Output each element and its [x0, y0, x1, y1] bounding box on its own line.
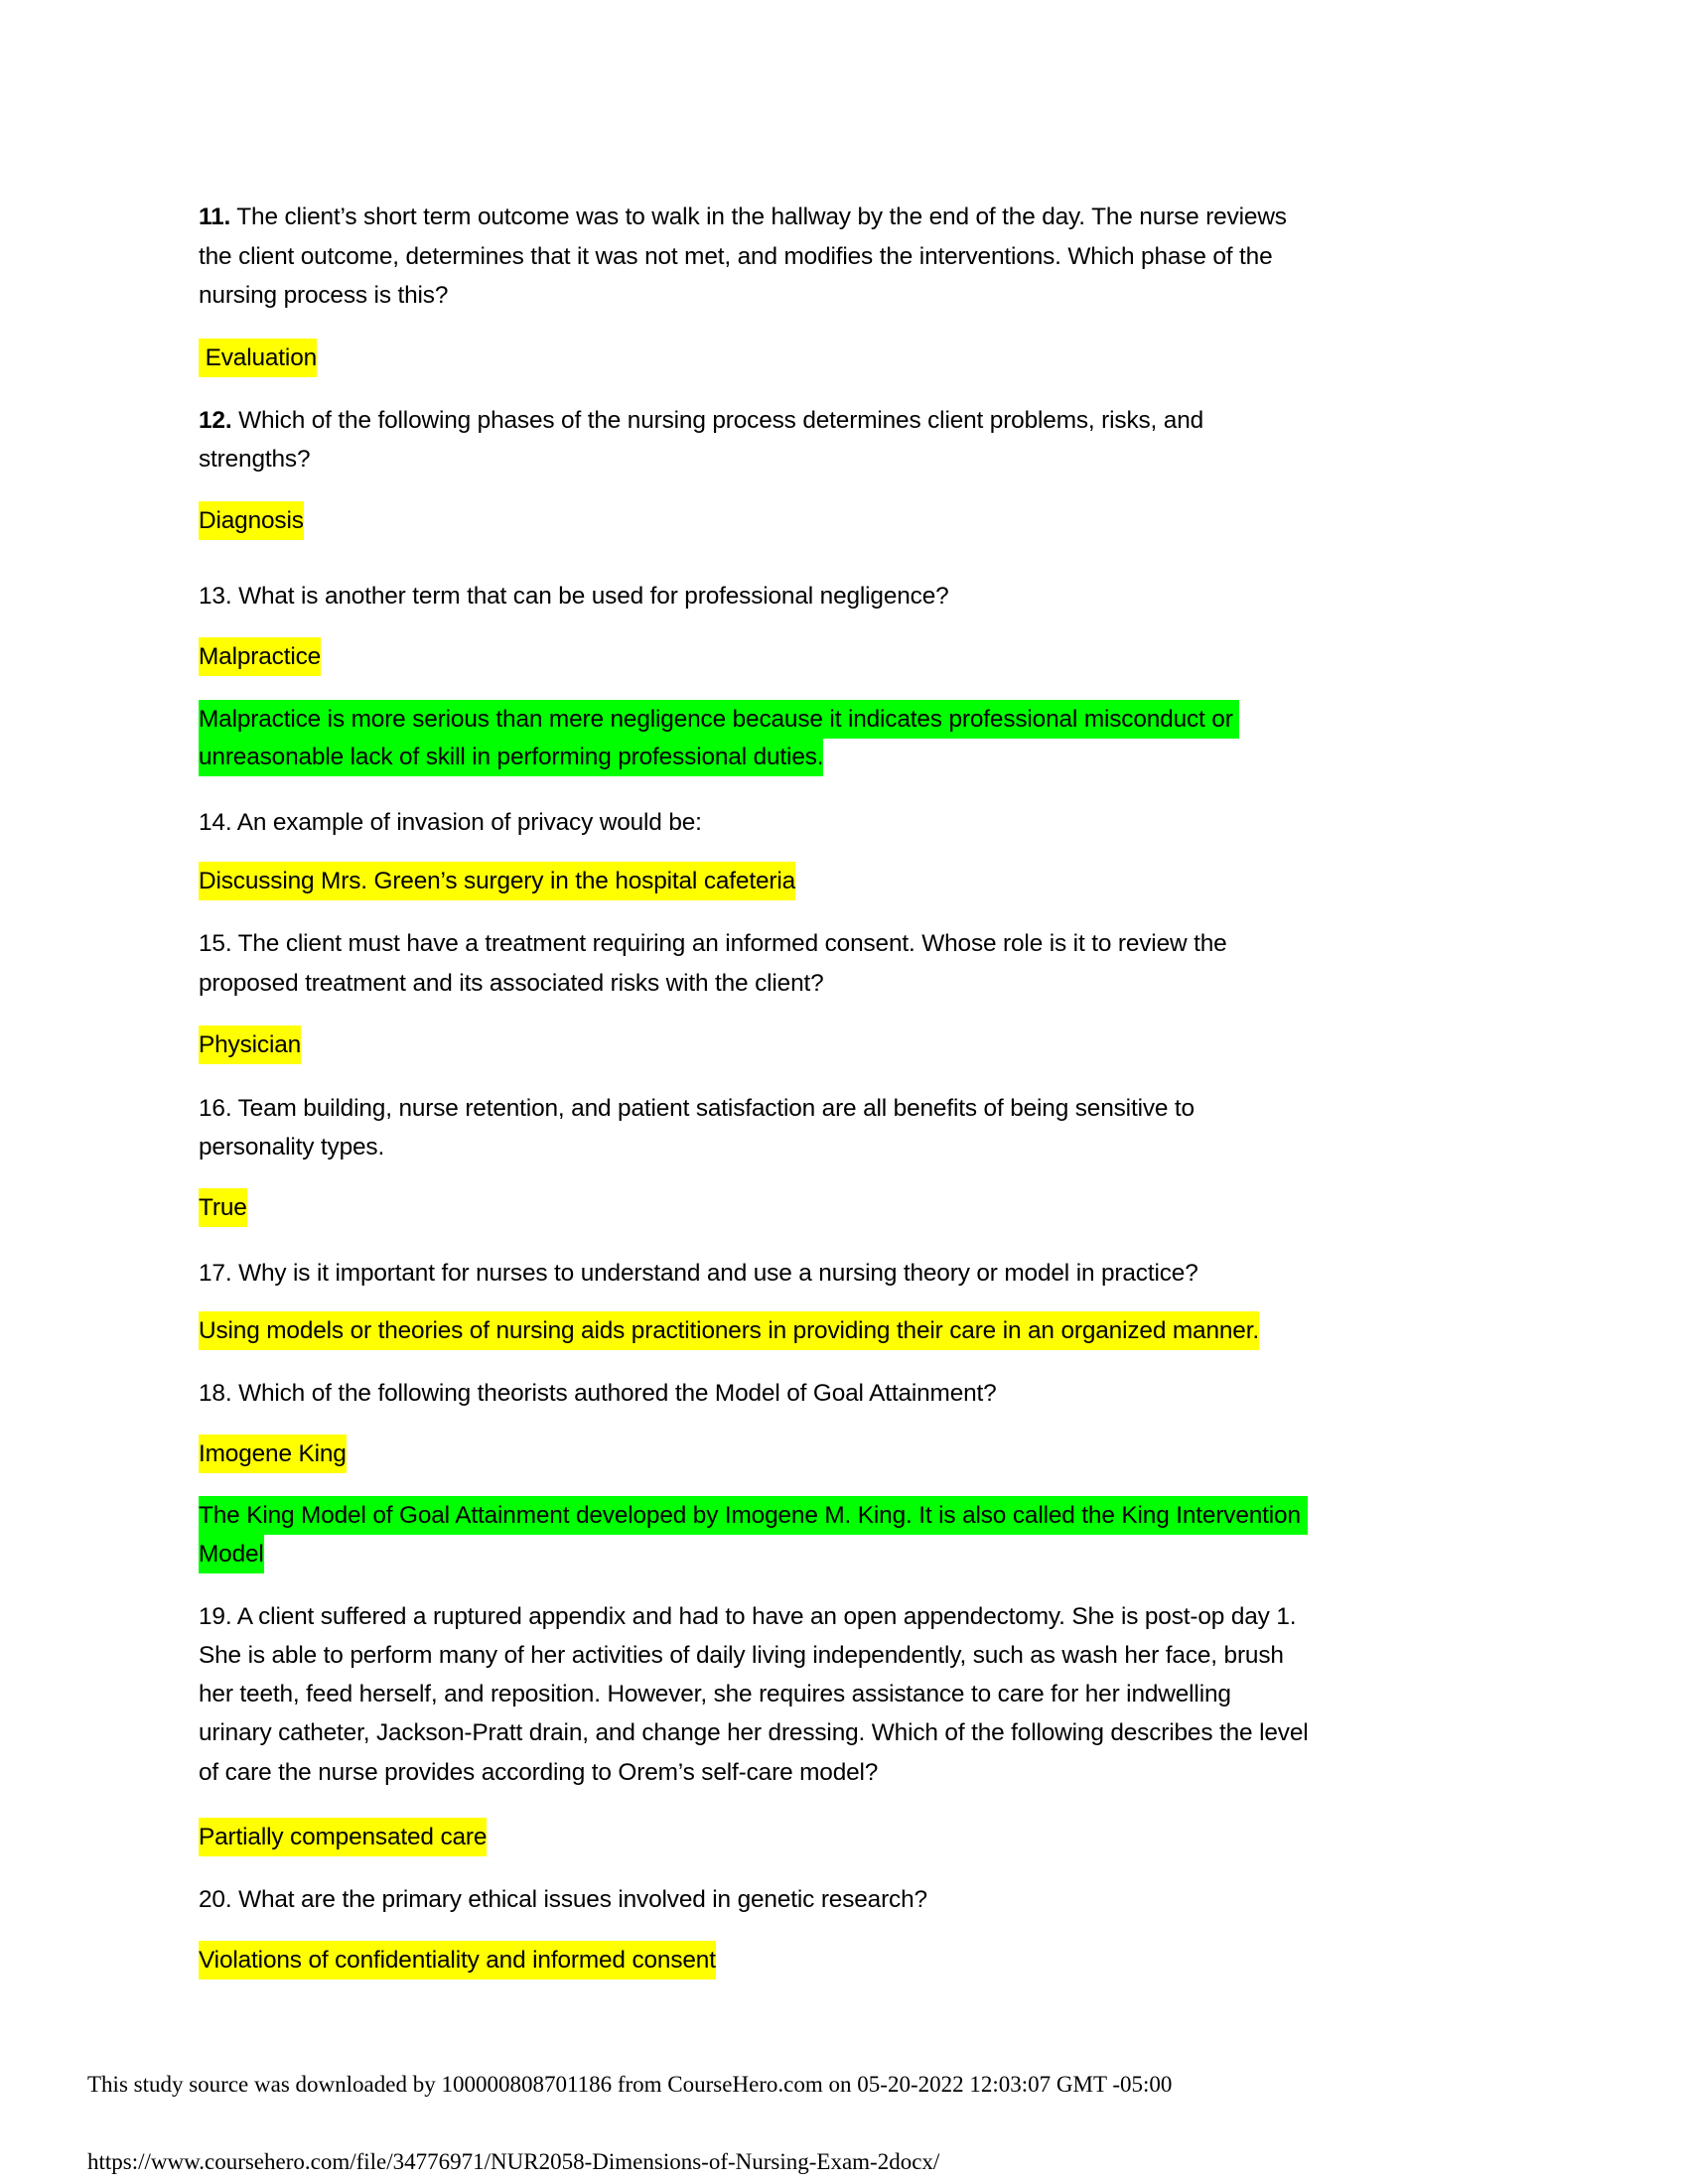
question-number: 12. [199, 407, 232, 434]
answer-highlight: Violations of confidentiality and informed consent [199, 1941, 716, 1979]
question-15-line-2: proposed treatment and its associated risks with the client? [199, 970, 824, 997]
question-19-line-4: urinary catheter, Jackson-Pratt drain, and change her dressing. Which of the following describes the level [199, 1719, 1309, 1746]
answer-18 [199, 1435, 347, 1473]
question-13-line-1: 13. What is another term that can be used for professional negligence? [199, 583, 949, 610]
question-11-line-2: the client outcome, determines that it was not met, and modifies the interventions. Which phase of the [199, 243, 1273, 270]
explanation-highlight: The King Model of Goal Attainment developed by Imogene M. King. It is also called the King Intervention [199, 1496, 1308, 1535]
answer-highlight: Evaluation [199, 339, 317, 377]
question-11-line-3: nursing process is this? [199, 282, 449, 309]
question-17-line-1: 17. Why is it important for nurses to understand and use a nursing theory or model in practice? [199, 1260, 1198, 1287]
explanation-highlight: unreasonable lack of skill in performing professional duties. [199, 738, 823, 776]
question-19-line-5: of care the nurse provides according to Orem’s self-care model? [199, 1759, 879, 1786]
explanation-18-line-2 [199, 1536, 264, 1573]
source-url[interactable]: https://www.coursehero.com/file/34776971/NUR2058-Dimensions-of-Nursing-Exam-2docx/ [87, 2149, 940, 2174]
question-19-line-1: 19. A client suffered a ruptured appendix and had to have an open appendectomy. She is post-op day 1. [199, 1603, 1297, 1630]
answer-highlight: Imogene King [199, 1434, 347, 1473]
answer-14 [199, 863, 795, 900]
question-18-line-1: 18. Which of the following theorists authored the Model of Goal Attainment? [199, 1380, 997, 1407]
answer-13 [199, 638, 321, 676]
question-19-line-2: She is able to perform many of her activities of daily living independently, such as wash her face, brush [199, 1642, 1284, 1669]
explanation-13-line-2 [199, 739, 823, 776]
answer-highlight: Malpractice [199, 637, 321, 676]
answer-15 [199, 1026, 301, 1064]
question-11-line-1 [199, 199, 1287, 236]
answer-highlight: Diagnosis [199, 501, 304, 540]
answer-highlight: Discussing Mrs. Green’s surgery in the hospital cafeteria [199, 862, 795, 900]
question-12-line-2: strengths? [199, 446, 311, 473]
answer-16 [199, 1189, 247, 1227]
question-text: The client’s short term outcome was to walk in the hallway by the end of the day. The nurse reviews [230, 204, 1287, 230]
explanation-highlight: Model [199, 1535, 264, 1573]
explanation-13-line-1 [199, 701, 1239, 739]
answer-highlight: True [199, 1188, 247, 1227]
question-14-line-1: 14. An example of invasion of privacy would be: [199, 809, 702, 836]
answer-19 [199, 1819, 487, 1856]
explanation-highlight: Malpractice is more serious than mere negligence because it indicates professional misconduct or [199, 700, 1239, 739]
answer-20 [199, 1942, 716, 1979]
question-text: Which of the following phases of the nursing process determines client problems, risks, and [231, 407, 1204, 434]
answer-17 [199, 1312, 1259, 1350]
question-20-line-1: 20. What are the primary ethical issues involved in genetic research? [199, 1886, 927, 1913]
answer-highlight: Physician [199, 1025, 301, 1064]
question-15-line-1: 15. The client must have a treatment requiring an informed consent. Whose role is it to review the [199, 930, 1227, 957]
download-notice: This study source was downloaded by 100000808701186 from CourseHero.com on 05-20-2022 12:03:07 GMT -05:00 [87, 2072, 1173, 2097]
answer-11 [199, 340, 317, 377]
question-12-line-1 [199, 402, 1203, 440]
explanation-18-line-1 [199, 1497, 1308, 1535]
answer-highlight: Partially compensated care [199, 1818, 487, 1856]
question-19-line-3: her teeth, feed herself, and reposition. However, she requires assistance to care for her indwelling [199, 1681, 1231, 1707]
answer-12 [199, 502, 304, 540]
question-16-line-1: 16. Team building, nurse retention, and patient satisfaction are all benefits of being sensitive to [199, 1095, 1195, 1122]
answer-highlight: Using models or theories of nursing aids practitioners in providing their care in an organized manner. [199, 1311, 1259, 1350]
question-16-line-2: personality types. [199, 1134, 385, 1160]
question-number: 11. [199, 204, 231, 230]
